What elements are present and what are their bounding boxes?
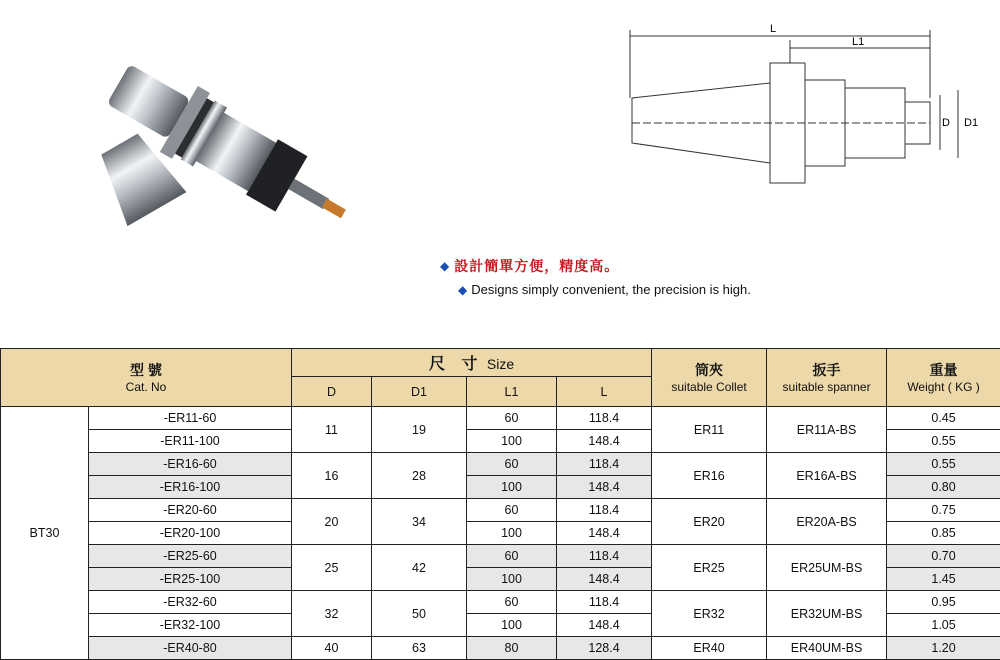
header-L1: L1 bbox=[467, 377, 557, 407]
header-size: 尺 寸 Size bbox=[292, 349, 652, 377]
weight-cell: 0.85 bbox=[887, 522, 1000, 545]
spanner-cell: ER40UM-BS bbox=[767, 637, 887, 660]
d1-cell: 42 bbox=[372, 545, 467, 591]
cat-no-cell: -ER32-100 bbox=[89, 614, 292, 637]
feature-en-text: Designs simply convenient, the precision is high. bbox=[471, 282, 751, 297]
weight-cell: 0.55 bbox=[887, 430, 1000, 453]
l1-cell: 100 bbox=[467, 614, 557, 637]
d1-cell: 28 bbox=[372, 453, 467, 499]
l-cell: 148.4 bbox=[557, 568, 652, 591]
l-cell: 148.4 bbox=[557, 430, 652, 453]
d-cell: 40 bbox=[292, 637, 372, 660]
header-D: D bbox=[292, 377, 372, 407]
header-weight: 重量 Weight ( KG ) bbox=[887, 349, 1000, 407]
table-row bbox=[1, 545, 1000, 568]
d1-cell: 63 bbox=[372, 637, 467, 660]
weight-cell: 1.45 bbox=[887, 568, 1000, 591]
cat-no-cell: -ER16-100 bbox=[89, 476, 292, 499]
feature-zh bbox=[440, 256, 619, 276]
cat-no-cell: -ER11-60 bbox=[89, 407, 292, 430]
l-cell: 148.4 bbox=[557, 614, 652, 637]
spanner-cell: ER25UM-BS bbox=[767, 545, 887, 591]
series-cell: BT30 bbox=[1, 407, 89, 660]
d1-cell: 50 bbox=[372, 591, 467, 637]
l-cell: 118.4 bbox=[557, 453, 652, 476]
diamond-bullet-icon: ◆ bbox=[458, 282, 468, 297]
l1-cell: 60 bbox=[467, 453, 557, 476]
weight-cell: 0.75 bbox=[887, 499, 1000, 522]
l-cell: 118.4 bbox=[557, 545, 652, 568]
table-row bbox=[1, 499, 1000, 522]
l-cell: 148.4 bbox=[557, 476, 652, 499]
l1-cell: 80 bbox=[467, 637, 557, 660]
weight-cell: 0.55 bbox=[887, 453, 1000, 476]
collet-cell: ER32 bbox=[652, 591, 767, 637]
collet-cell: ER25 bbox=[652, 545, 767, 591]
d-cell: 25 bbox=[292, 545, 372, 591]
l-cell: 128.4 bbox=[557, 637, 652, 660]
cat-no-cell: -ER40-80 bbox=[89, 637, 292, 660]
l1-cell: 100 bbox=[467, 430, 557, 453]
spanner-cell: ER16A-BS bbox=[767, 453, 887, 499]
cat-no-cell: -ER25-60 bbox=[89, 545, 292, 568]
cat-no-cell: -ER20-60 bbox=[89, 499, 292, 522]
weight-cell: 0.70 bbox=[887, 545, 1000, 568]
collet-cell: ER11 bbox=[652, 407, 767, 453]
drawing-label-L1: L1 bbox=[852, 36, 865, 48]
cat-no-cell: -ER32-60 bbox=[89, 591, 292, 614]
d-cell: 11 bbox=[292, 407, 372, 453]
header-L: L bbox=[557, 377, 652, 407]
spec-table bbox=[0, 348, 1000, 660]
l-cell: 118.4 bbox=[557, 499, 652, 522]
d1-cell: 19 bbox=[372, 407, 467, 453]
table-row bbox=[1, 453, 1000, 476]
collet-cell: ER20 bbox=[652, 499, 767, 545]
feature-zh-text: 設計簡單方便，精度高。 bbox=[454, 258, 620, 274]
l1-cell: 60 bbox=[467, 545, 557, 568]
weight-cell: 0.45 bbox=[887, 407, 1000, 430]
tool-holder-photo bbox=[60, 20, 360, 270]
diamond-bullet-icon: ◆ bbox=[440, 259, 451, 273]
weight-cell: 0.95 bbox=[887, 591, 1000, 614]
header-spanner: 扳手 suitable spanner bbox=[767, 349, 887, 407]
l1-cell: 60 bbox=[467, 407, 557, 430]
d-cell: 16 bbox=[292, 453, 372, 499]
cat-no-cell: -ER11-100 bbox=[89, 430, 292, 453]
spanner-cell: ER11A-BS bbox=[767, 407, 887, 453]
feature-en bbox=[458, 282, 751, 297]
weight-cell: 1.05 bbox=[887, 614, 1000, 637]
d-cell: 32 bbox=[292, 591, 372, 637]
l1-cell: 100 bbox=[467, 568, 557, 591]
d-cell: 20 bbox=[292, 499, 372, 545]
d1-cell: 34 bbox=[372, 499, 467, 545]
header-collet: 筒夾 suitable Collet bbox=[652, 349, 767, 407]
dimension-drawing bbox=[620, 18, 990, 198]
l-cell: 118.4 bbox=[557, 591, 652, 614]
l1-cell: 60 bbox=[467, 591, 557, 614]
l1-cell: 100 bbox=[467, 476, 557, 499]
spanner-cell: ER20A-BS bbox=[767, 499, 887, 545]
drawing-label-L: L bbox=[770, 23, 777, 35]
cat-no-cell: -ER16-60 bbox=[89, 453, 292, 476]
cat-no-cell: -ER25-100 bbox=[89, 568, 292, 591]
weight-cell: 1.20 bbox=[887, 637, 1000, 660]
l-cell: 148.4 bbox=[557, 522, 652, 545]
table-row bbox=[1, 407, 1000, 430]
header-cat: 型 號 Cat. No bbox=[1, 349, 292, 407]
table-row bbox=[1, 591, 1000, 614]
cat-no-cell: -ER20-100 bbox=[89, 522, 292, 545]
collet-cell: ER40 bbox=[652, 637, 767, 660]
drawing-label-D: D bbox=[942, 117, 950, 129]
table-row bbox=[1, 637, 1000, 660]
l-cell: 118.4 bbox=[557, 407, 652, 430]
weight-cell: 0.80 bbox=[887, 476, 1000, 499]
spanner-cell: ER32UM-BS bbox=[767, 591, 887, 637]
collet-cell: ER16 bbox=[652, 453, 767, 499]
l1-cell: 60 bbox=[467, 499, 557, 522]
l1-cell: 100 bbox=[467, 522, 557, 545]
drawing-label-D1: D1 bbox=[964, 117, 979, 129]
header-D1: D1 bbox=[372, 377, 467, 407]
